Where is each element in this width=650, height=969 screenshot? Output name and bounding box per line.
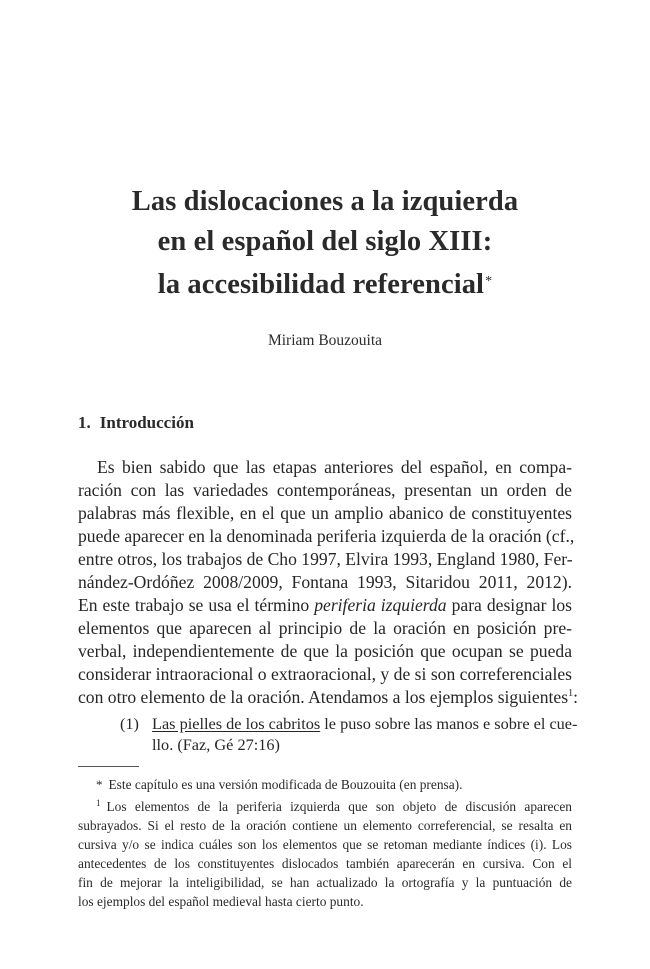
paragraph-line: puede aparecer en la denominada periferia izquierda de la oración (cf., <box>78 526 575 546</box>
footnote-1-marker: 1 <box>96 798 101 808</box>
paragraph-text: con otro elemento de la oración. Atendamos a los ejemplos siguientes <box>78 687 569 707</box>
paragraph-line: entre otros, los trabajos de Cho 1997, Elvira 1993, England 1980, Fer- <box>78 549 573 569</box>
footnote-1-text: Los elementos de la periferia izquierda que son objeto de discusión aparecen <box>106 799 572 814</box>
footnote-1-line: cursiva y/o se indica cuáles son los elementos que se retoman mediante índices (i). Los <box>78 837 572 852</box>
paragraph-text: para designar los <box>451 595 572 615</box>
paragraph-line: palabras más flexible, en el que un amplio abanico de constituyentes <box>78 503 572 523</box>
footnote-star <box>78 775 572 794</box>
paragraph-line: ración con las variedades contemporáneas, presentan un orden de <box>78 480 572 500</box>
section-title: Introducción <box>99 413 194 432</box>
paragraph-line <box>78 594 572 617</box>
intro-paragraph <box>78 456 578 709</box>
paragraph-line: verbal, independientemente de que la posición que ocupan se pueda <box>78 641 572 661</box>
chapter-title <box>0 182 650 305</box>
paragraph-text: : <box>573 687 578 707</box>
footnotes <box>78 775 572 911</box>
footnote-1-line: los ejemplos del español medieval hasta cierto punto. <box>78 894 364 909</box>
footnote-star-marker: * <box>96 777 103 792</box>
footnote-star-text: Este capítulo es una versión modificada de Bouzouita (en prensa). <box>108 777 463 792</box>
title-line-3 <box>0 262 650 305</box>
example-rest: le puso sobre las manos e sobre el cue- <box>320 714 578 733</box>
footnote-1-line: antecedentes de los constituyentes dislocados también aparecerán en cursiva. Con el <box>78 856 572 871</box>
example-line <box>152 713 578 734</box>
footnote-1-line: subrayados. Si el resto de la oración contiene un elemento correferencial, se resalta en <box>78 818 572 833</box>
paragraph-line: Es bien sabido que las etapas anteriores del español, en compa- <box>97 457 572 477</box>
title-line-3-text: la accesibilidad referencial <box>157 269 485 300</box>
example-text <box>152 713 578 755</box>
paragraph-line: considerar intraoracional o extraoracional, y de si son correferenciales <box>78 664 572 684</box>
paragraph-line: elementos que aparecen al principio de la oración en posición pre- <box>78 618 572 638</box>
paragraph-line <box>78 686 578 709</box>
example-line: llo. (Faz, Gé 27:16) <box>152 735 280 754</box>
footnote-ref-1[interactable]: 1 <box>568 688 574 699</box>
dislocated-constituent: Las pielles de los cabritos <box>152 714 321 733</box>
footnote-divider <box>78 766 139 767</box>
section-heading <box>78 413 194 433</box>
title-line-1: Las dislocaciones a la izquierda <box>131 186 519 217</box>
paragraph-line: nández-Ordóñez 2008/2009, Fontana 1993, Sitaridou 2011, 2012). <box>78 572 572 592</box>
paragraph-text: En este trabajo se usa el término <box>78 595 310 615</box>
author-name: Miriam Bouzouita <box>267 332 383 349</box>
title-line-2: en el español del siglo XIII: <box>157 226 493 257</box>
example-number: (1) <box>120 714 139 733</box>
section-number: 1. <box>78 413 91 432</box>
footnote-1-line <box>78 794 572 816</box>
italic-term: periferia izquierda <box>314 595 447 615</box>
title-footnote-marker[interactable]: * <box>485 274 493 289</box>
footnote-1-line: fin de mejorar la inteligibilidad, se han actualizado la ortografía y la puntuación de <box>78 875 572 890</box>
